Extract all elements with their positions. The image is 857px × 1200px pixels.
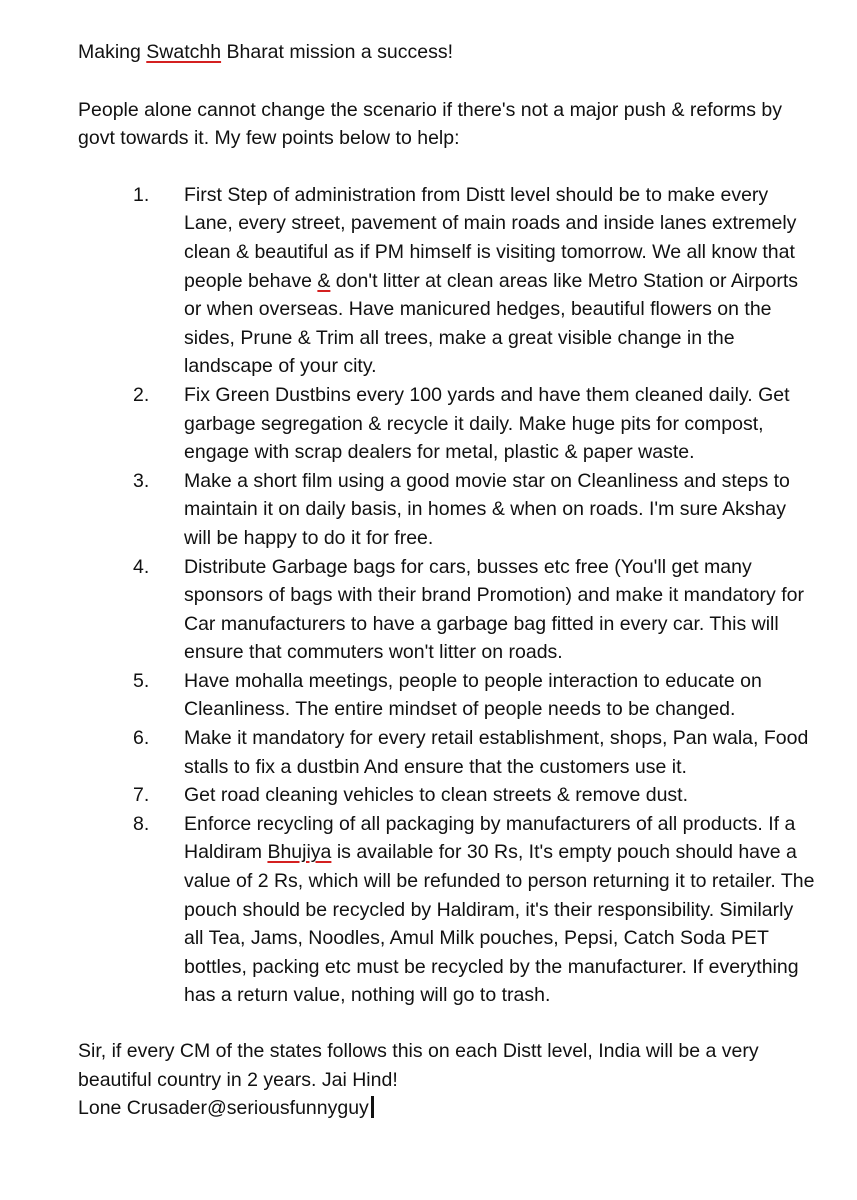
- intro-paragraph: People alone cannot change the scenario if there's not a major push & reforms by govt towards it. My few points below to help:: [78, 98, 782, 150]
- list-number: 4.: [133, 555, 150, 578]
- list-number: 6.: [133, 727, 150, 750]
- list-number: 7.: [133, 784, 150, 807]
- spellcheck-flagged-word[interactable]: Swatchh: [146, 41, 222, 63]
- signature-line: [78, 1094, 818, 1123]
- list-item-text-post: is available for 30 Rs, It's empty pouch should have a value of 2 Rs, which will be refunded to person returning it to retailer. The pouch should be recycled by Haldiram, it's their responsibility. Similarly all Tea, Jams, Noodles, Amul Milk pouches, Pepsi, Catch Soda PET bottles, packing etc must be recycled by the manufacturer. If everything has a return value, nothing will go to trash.: [184, 841, 815, 1007]
- list-number: 8.: [133, 812, 150, 835]
- list-item: [78, 724, 818, 781]
- list-number: 3.: [133, 469, 150, 492]
- list-item-text: Distribute Garbage bags for cars, busses etc free (You'll get many sponsors of bags with their brand Promotion) and make it mandatory for Car manufacturers to have a garbage bag fitted in every car. This will ensure that commuters won't litter on roads.: [184, 555, 804, 664]
- points-list: [78, 181, 818, 1010]
- title-post: Bharat mission a success!: [221, 41, 454, 63]
- list-item: [78, 810, 818, 1010]
- list-item: [78, 667, 818, 724]
- list-item: [78, 467, 818, 553]
- list-item-text: [184, 810, 818, 1010]
- list-item: [78, 553, 818, 667]
- closing-paragraph: Sir, if every CM of the states follows this on each Distt level, India will be a very beautiful country in 2 years. Jai Hind!: [78, 1040, 759, 1091]
- list-item-text-pre: Enforce recycling of all packaging by manufacturers of all products. If a Haldiram: [184, 812, 796, 864]
- list-item-text: Have mohalla meetings, people to people interaction to educate on Cleanliness. The entire mindset of people needs to be changed.: [184, 669, 762, 721]
- list-item: [78, 781, 818, 810]
- list-item-text: Get road cleaning vehicles to clean streets & remove dust.: [184, 784, 689, 807]
- list-number: 2.: [133, 383, 150, 406]
- signature: Lone Crusader@seriousfunnyguy: [78, 1097, 369, 1120]
- document-body[interactable]: [78, 38, 818, 1123]
- spellcheck-flagged-word[interactable]: &: [317, 269, 331, 292]
- list-item-text: Make it mandatory for every retail establishment, shops, Pan wala, Food stalls to fix a dustbin And ensure that the customers use it.: [184, 727, 809, 778]
- list-number: 1.: [133, 183, 150, 206]
- list-item-text-pre: First Step of administration from Distt level should be to make every Lane, every street, pavement of main roads and inside lanes extremely clean & beautiful as if PM himself is visiting tomorrow. We all know that people behave: [184, 183, 797, 292]
- list-item-text: [184, 181, 818, 381]
- list-item-text-post: don't litter at clean areas like Metro Station or Airports or when overseas. Have manicured hedges, beautiful flowers on the sides, Prune & Trim all trees, make a great visible change in the landscape of your city.: [184, 269, 799, 378]
- spellcheck-flagged-word[interactable]: Bhujiya: [267, 841, 332, 864]
- list-item: [78, 381, 818, 467]
- text-cursor: [371, 1096, 374, 1118]
- list-number: 5.: [133, 669, 150, 692]
- list-item-text: Make a short film using a good movie star on Cleanliness and steps to maintain it on daily basis, in homes & when on roads. I'm sure Akshay will be happy to do it for free.: [184, 469, 790, 549]
- document-title: [78, 38, 818, 67]
- title-pre: Making: [78, 41, 147, 63]
- list-item-text: Fix Green Dustbins every 100 yards and have them cleaned daily. Get garbage segregation & recycle it daily. Make huge pits for compost, engage with scrap dealers for metal, plastic & paper waste.: [184, 383, 790, 464]
- list-item: [78, 181, 818, 381]
